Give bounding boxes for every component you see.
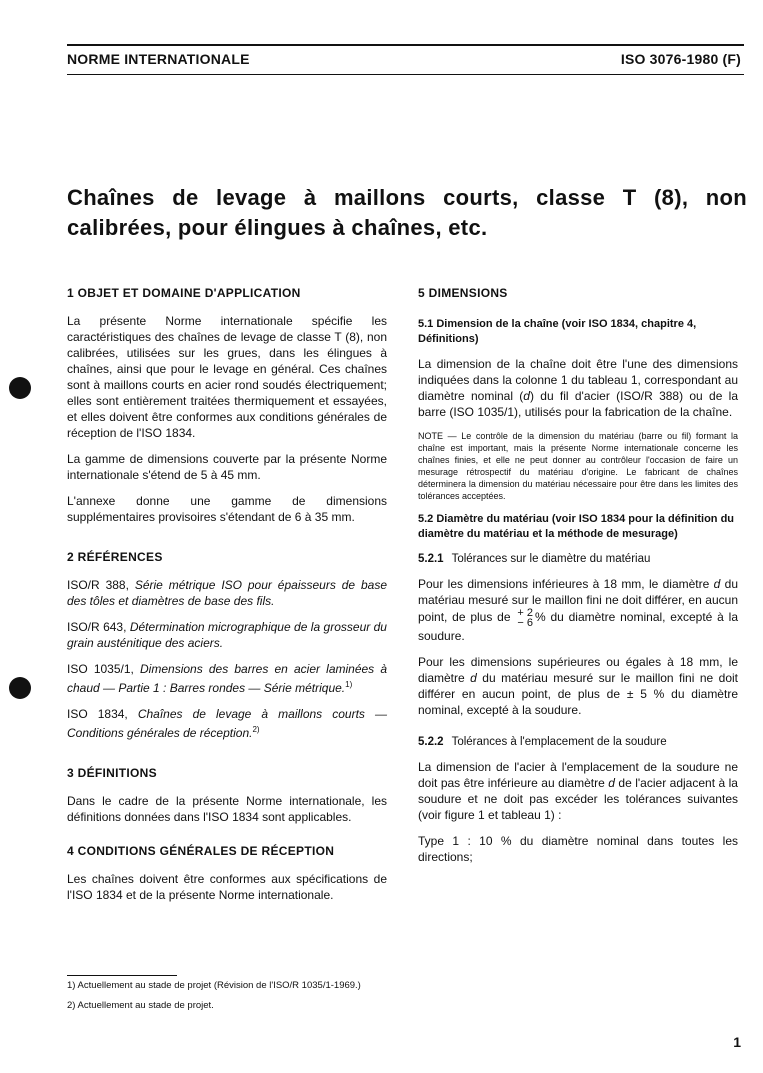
footnote-rule — [67, 975, 177, 976]
section-2-heading: 2 RÉFÉRENCES — [67, 550, 163, 564]
reference-item: ISO 1834, Chaînes de levage à maillons courts — Conditions générales de réception.$^{2)}$ — [67, 707, 387, 740]
footnote-1: 1) Actuellement au stade de projet (Révision de l'ISO/R 1035/1-1969.) — [67, 980, 361, 991]
section-3-heading: 3 DÉFINITIONS — [67, 766, 157, 780]
margin-punch-dot — [9, 677, 31, 699]
reference-item: ISO/R 643, Détermination micrographique de la grosseur du grain austénitique des aciers. — [67, 620, 387, 650]
reference-item: ISO/R 388, Série métrique ISO pour épaisseurs de base des tôles et diamètres de base des fils. — [67, 578, 387, 608]
section-5-2-1-heading: 5.2.1 Tolérances sur le diamètre du matériau — [418, 553, 651, 565]
section-4-heading: 4 CONDITIONS GÉNÉRALES DE RÉCEPTION — [67, 844, 335, 858]
header-right: ISO 3076-1980 (F) — [620, 51, 741, 67]
reference-item: ISO 1035/1, Dimensions des barres en acier laminées à chaud — Partie 1 : Barres rondes — Série métrique.$^{1)}$ — [67, 662, 387, 695]
section-5-2-heading: 5.2 Diamètre du matériau (voir ISO 1834 pour la définition du diamètre du matériau et la méthode de mesurage) — [418, 513, 735, 540]
section-5-heading: 5 DIMENSIONS — [418, 286, 508, 300]
section-1-paragraph: La gamme de dimensions couverte par la présente Norme internationale s'étend de 5 à 45 mm. — [67, 452, 387, 482]
left-column — [67, 285, 387, 913]
note-paragraph: NOTE — Le contrôle de la dimension du matériau (barre ou fil) formant la chaîne est important, mais la présente Norme internationale concerne les chaînes finies, et elle ne peut donner au contrôleur l'occasion de faire un mesurage rétrospectif du matériau d'origine. Le fabricant de chaînes déterminera la dimension du matériau nécessaire pour être dans les limites des tolérances acceptées. — [418, 431, 738, 501]
section-4-paragraph: Les chaînes doivent être conformes aux spécifications de l'ISO 1834 et de la présente Norme internationale. — [67, 872, 387, 902]
section-5-2-2-heading: 5.2.2 Tolérances à l'emplacement de la soudure — [418, 736, 667, 748]
right-column — [418, 285, 738, 875]
header-top-rule — [67, 44, 744, 46]
margin-punch-dot — [9, 377, 31, 399]
section-5-1-paragraph: La dimension de la chaîne doit être l'une des dimensions indiquées dans la colonne 1 du tableau 1, correspondant au diamètre nominal (d) du fil d'acier (ISO/R 388) ou de la barre (ISO 1035/1), utilisés pour la fabrication de la chaîne. — [418, 357, 738, 419]
section-5-1-heading: 5.1 Dimension de la chaîne (voir ISO 1834, chapitre 4, Définitions) — [418, 318, 697, 345]
footnote-ref: 2) — [252, 725, 260, 734]
header-bottom-rule — [67, 74, 744, 75]
section-5-2-1-paragraph: Pour les dimensions supérieures ou égales à 18 mm, le diamètre d du matériau mesuré sur le maillon fini ne doit différer en aucun point, de plus de ± 5 % du diamètre nominal, excepté à la soudure. — [418, 655, 738, 717]
header-left: NORME INTERNATIONALE — [67, 51, 250, 67]
section-1-heading: 1 OBJET ET DOMAINE D'APPLICATION — [67, 286, 301, 300]
section-5-2-2-paragraph: Type 1 : 10 % du diamètre nominal dans toutes les directions; — [418, 834, 738, 864]
section-5-2-2-paragraph: La dimension de l'acier à l'emplacement de la soudure ne doit pas être inférieure au diamètre d de l'acier adjacent à la soudure et ne doit pas excéder les tolérances suivantes (voir figure 1 et tableau 1) : — [418, 760, 738, 822]
tolerance-fraction: + 2 − 6 — [517, 607, 533, 629]
page-number: 1 — [733, 1034, 741, 1050]
section-3-paragraph: Dans le cadre de la présente Norme internationale, les définitions données dans l'ISO 1834 sont applicables. — [67, 794, 387, 824]
section-5-2-1-paragraph: Pour les dimensions inférieures à 18 mm, le diamètre d du matériau mesuré sur le maillon fini ne doit différer, en aucun point, de plus de + 2 − 6 % du diamètre nominal, excepté à la soudure. — [418, 577, 738, 643]
footnote-2: 2) Actuellement au stade de projet. — [67, 1000, 214, 1011]
title-line-2: calibrées, pour élingues à chaînes, etc. — [67, 215, 488, 240]
section-1-paragraph: La présente Norme internationale spécifie les caractéristiques des chaînes de levage de classe T (8), non calibrées, utilisées sur les grues, dans les élingues à chaînes, ainsi que pour le levage en général. Ces chaînes sont à maillons courts en acier rond soudés électriquement; elles sont entièrement traitées thermiquement et essayées, et elles doivent être conformes aux conditions générales de réception de l'ISO 1834. — [67, 314, 387, 440]
section-1-paragraph: L'annexe donne une gamme de dimensions supplémentaires provisoires s'étendant de 6 à 35 mm. — [67, 494, 387, 524]
footnote-ref: 1) — [345, 680, 353, 689]
title-line-1: Chaînes de levage à maillons courts, classe T (8), non — [67, 185, 747, 210]
document-title — [67, 183, 747, 243]
